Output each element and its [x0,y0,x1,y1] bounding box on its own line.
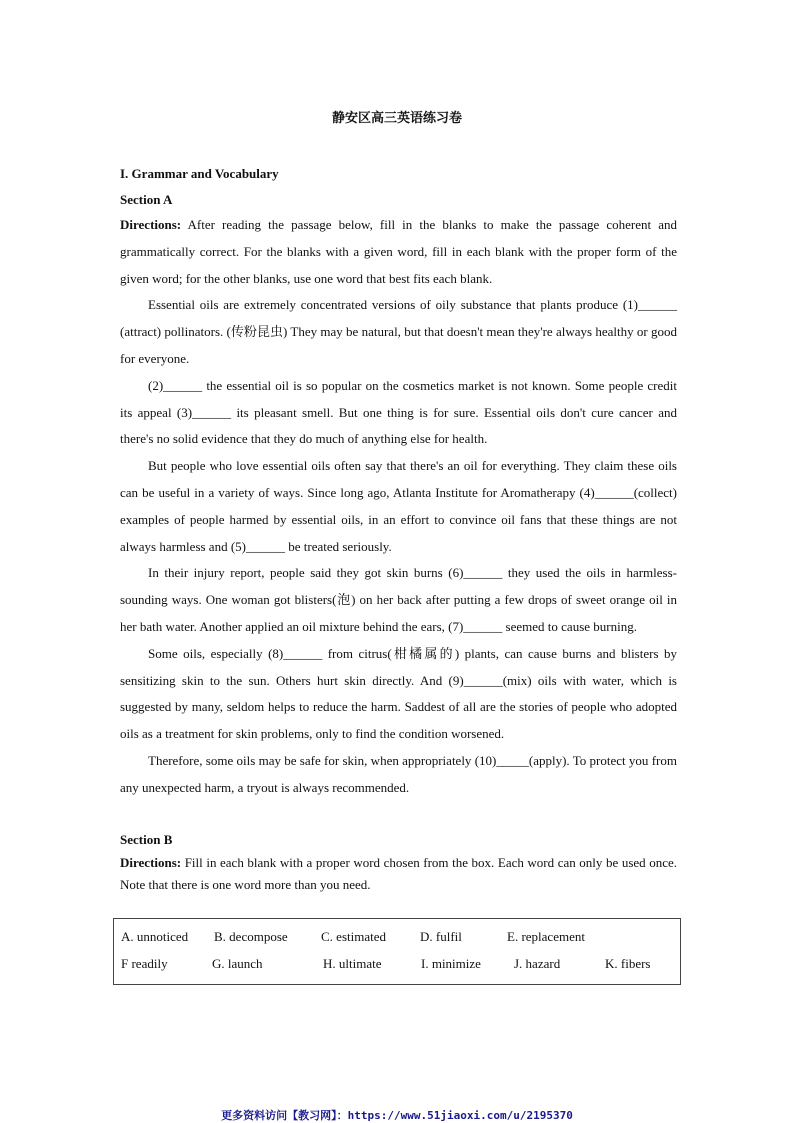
main-content [120,164,677,896]
word-option: H. ultimate [323,956,382,971]
passage-paragraph-6: Therefore, some oils may be safe for skin, when appropriately (10)_____(apply). To protect you from any unexpected harm, a tryout is always recommended. [120,752,677,795]
directions-label: Directions: [120,217,182,232]
word-option: A. unnoticed [121,929,189,944]
page-title: 静安区高三英语练习卷 [331,110,462,125]
passage-paragraph-2: (2)______ the essential oil is so popular on the cosmetics market is not known. Some people credit its appeal (3)______ its pleasant smell. But one thing is for sure. Essential oils don't cure cancer and there's no solid evidence that they do much of anything else for health. [120,377,677,447]
word-box [113,918,681,985]
passage-paragraph-3: But people who love essential oils often say that there's an oil for everything. They claim these oils can be useful in a variety of ways. Since long ago, Atlanta Institute for Aromatherapy (4)______(collect) examples of people harmed by essential oils, in an effort to convince oil fans that these things are not always harmless and (5)______ be treated seriously. [120,458,677,554]
section-a-directions [120,212,677,292]
passage-paragraph-4: In their injury report, people said they got skin burns (6)______ they used the oils in harmless-sounding ways. One woman got blisters(泡) on her back after putting a few drops of sweet orange oil in her bath water. Another applied an oil mixture behind the ears, (7)______ seemed to cause burning. [120,565,677,634]
word-option: B. decompose [214,929,288,944]
word-option: C. estimated [321,929,386,944]
word-option: G. launch [212,956,263,971]
word-option: I. minimize [421,956,481,971]
section-b-directions [120,852,677,896]
directions-text: After reading the passage below, fill in the blanks to make the passage coherent and grammatically correct. For the blanks with a given word, fill in each blank with the proper form of the given word; for the other blanks, use one word that best fits each blank. [120,217,677,286]
footer-link[interactable]: 更多资料访问【教习网】：https://www.51jiaoxi.com/u/2195370 [221,1109,573,1122]
word-option: J. hazard [514,956,561,971]
section-a-heading: Section A [120,192,173,207]
section-b-heading: Section B [120,831,173,847]
directions-label: Directions: [120,854,182,870]
passage-paragraph-1: Essential oils are extremely concentrated versions of oily substance that plants produce (1)______ (attract) pollinators. (传粉昆虫) They may be natural, but that doesn't mean they're always healthy or good for everyone. [120,297,677,366]
directions-text: Fill in each blank with a proper word chosen from the box. Each word can only be used once. Note that there is one word more than you need. [120,854,677,892]
word-option: D. fulfil [420,929,462,944]
passage-paragraph-5: Some oils, especially (8)______ from citrus(柑橘属的) plants, can cause burns and blisters by sensitizing skin to the sun. Others hurt skin directly. And (9)______(mix) oils with water, which is suggested by many, seldom helps to reduce the harm. Saddest of all are the stories of people who adopted oils as a treatment for skin problems, only to find the condition worsened. [120,645,677,742]
word-option: E. replacement [507,929,585,944]
word-option: K. fibers [605,956,651,971]
word-option: F readily [121,956,168,971]
part-heading: I. Grammar and Vocabulary [120,166,279,181]
